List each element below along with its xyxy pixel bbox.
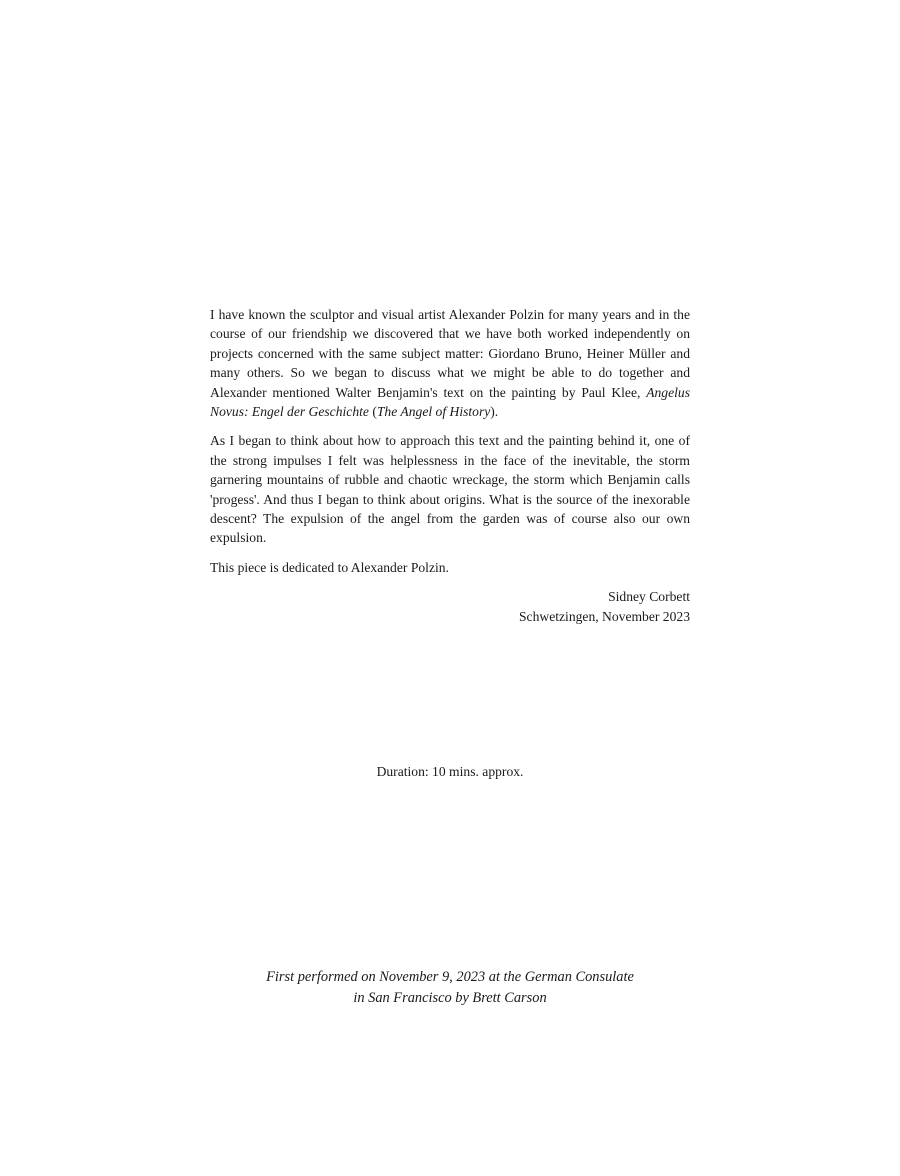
place-date: Schwetzingen, November 2023 xyxy=(518,608,690,624)
paren-open: ( xyxy=(368,404,377,420)
preface-paragraph-1 xyxy=(210,305,690,421)
preface-paragraph-2: As I began to think about how to approach this text and the painting behind it, one of the strong impulses I felt was helplessness in the face of the inevitable, the storm garnering mountains of rubble and chaotic wreckage, the storm which Benjamin calls 'progess'. And thus I began to think about origins. What is the source of the inexorable descent? The expulsion of the angel from the garden was of course also our own expulsion. xyxy=(210,433,690,546)
duration-note: Duration: 10 mins. approx. xyxy=(376,764,524,779)
work-title: Angelus Novus: Engel der Geschichte xyxy=(210,384,690,420)
signature-block xyxy=(210,587,690,626)
paragraph-1-body: I have known the sculptor and visual artist Alexander Polzin for many years and in the course of our friendship we discovered that we have both worked independently on projects concerned with the same subject matter: Giordano Bruno, Heiner Müller and many others. So we began to discuss what we might be able to do together and Alexander mentioned Walter Benjamin's text on the painting by Paul Klee, xyxy=(210,307,690,400)
premiere-line-2: in San Francisco by Brett Carson xyxy=(353,990,547,1006)
author-name: Sidney Corbett xyxy=(608,589,690,605)
paren-close: ). xyxy=(490,404,499,420)
preface-text xyxy=(210,305,690,626)
work-subtitle: The Angel of History xyxy=(376,404,491,420)
premiere-line-1: First performed on November 9, 2023 at the German Consulate xyxy=(266,969,634,985)
premiere-note xyxy=(0,967,900,1009)
dedication-line: This piece is dedicated to Alexander Polzin. xyxy=(210,559,449,575)
